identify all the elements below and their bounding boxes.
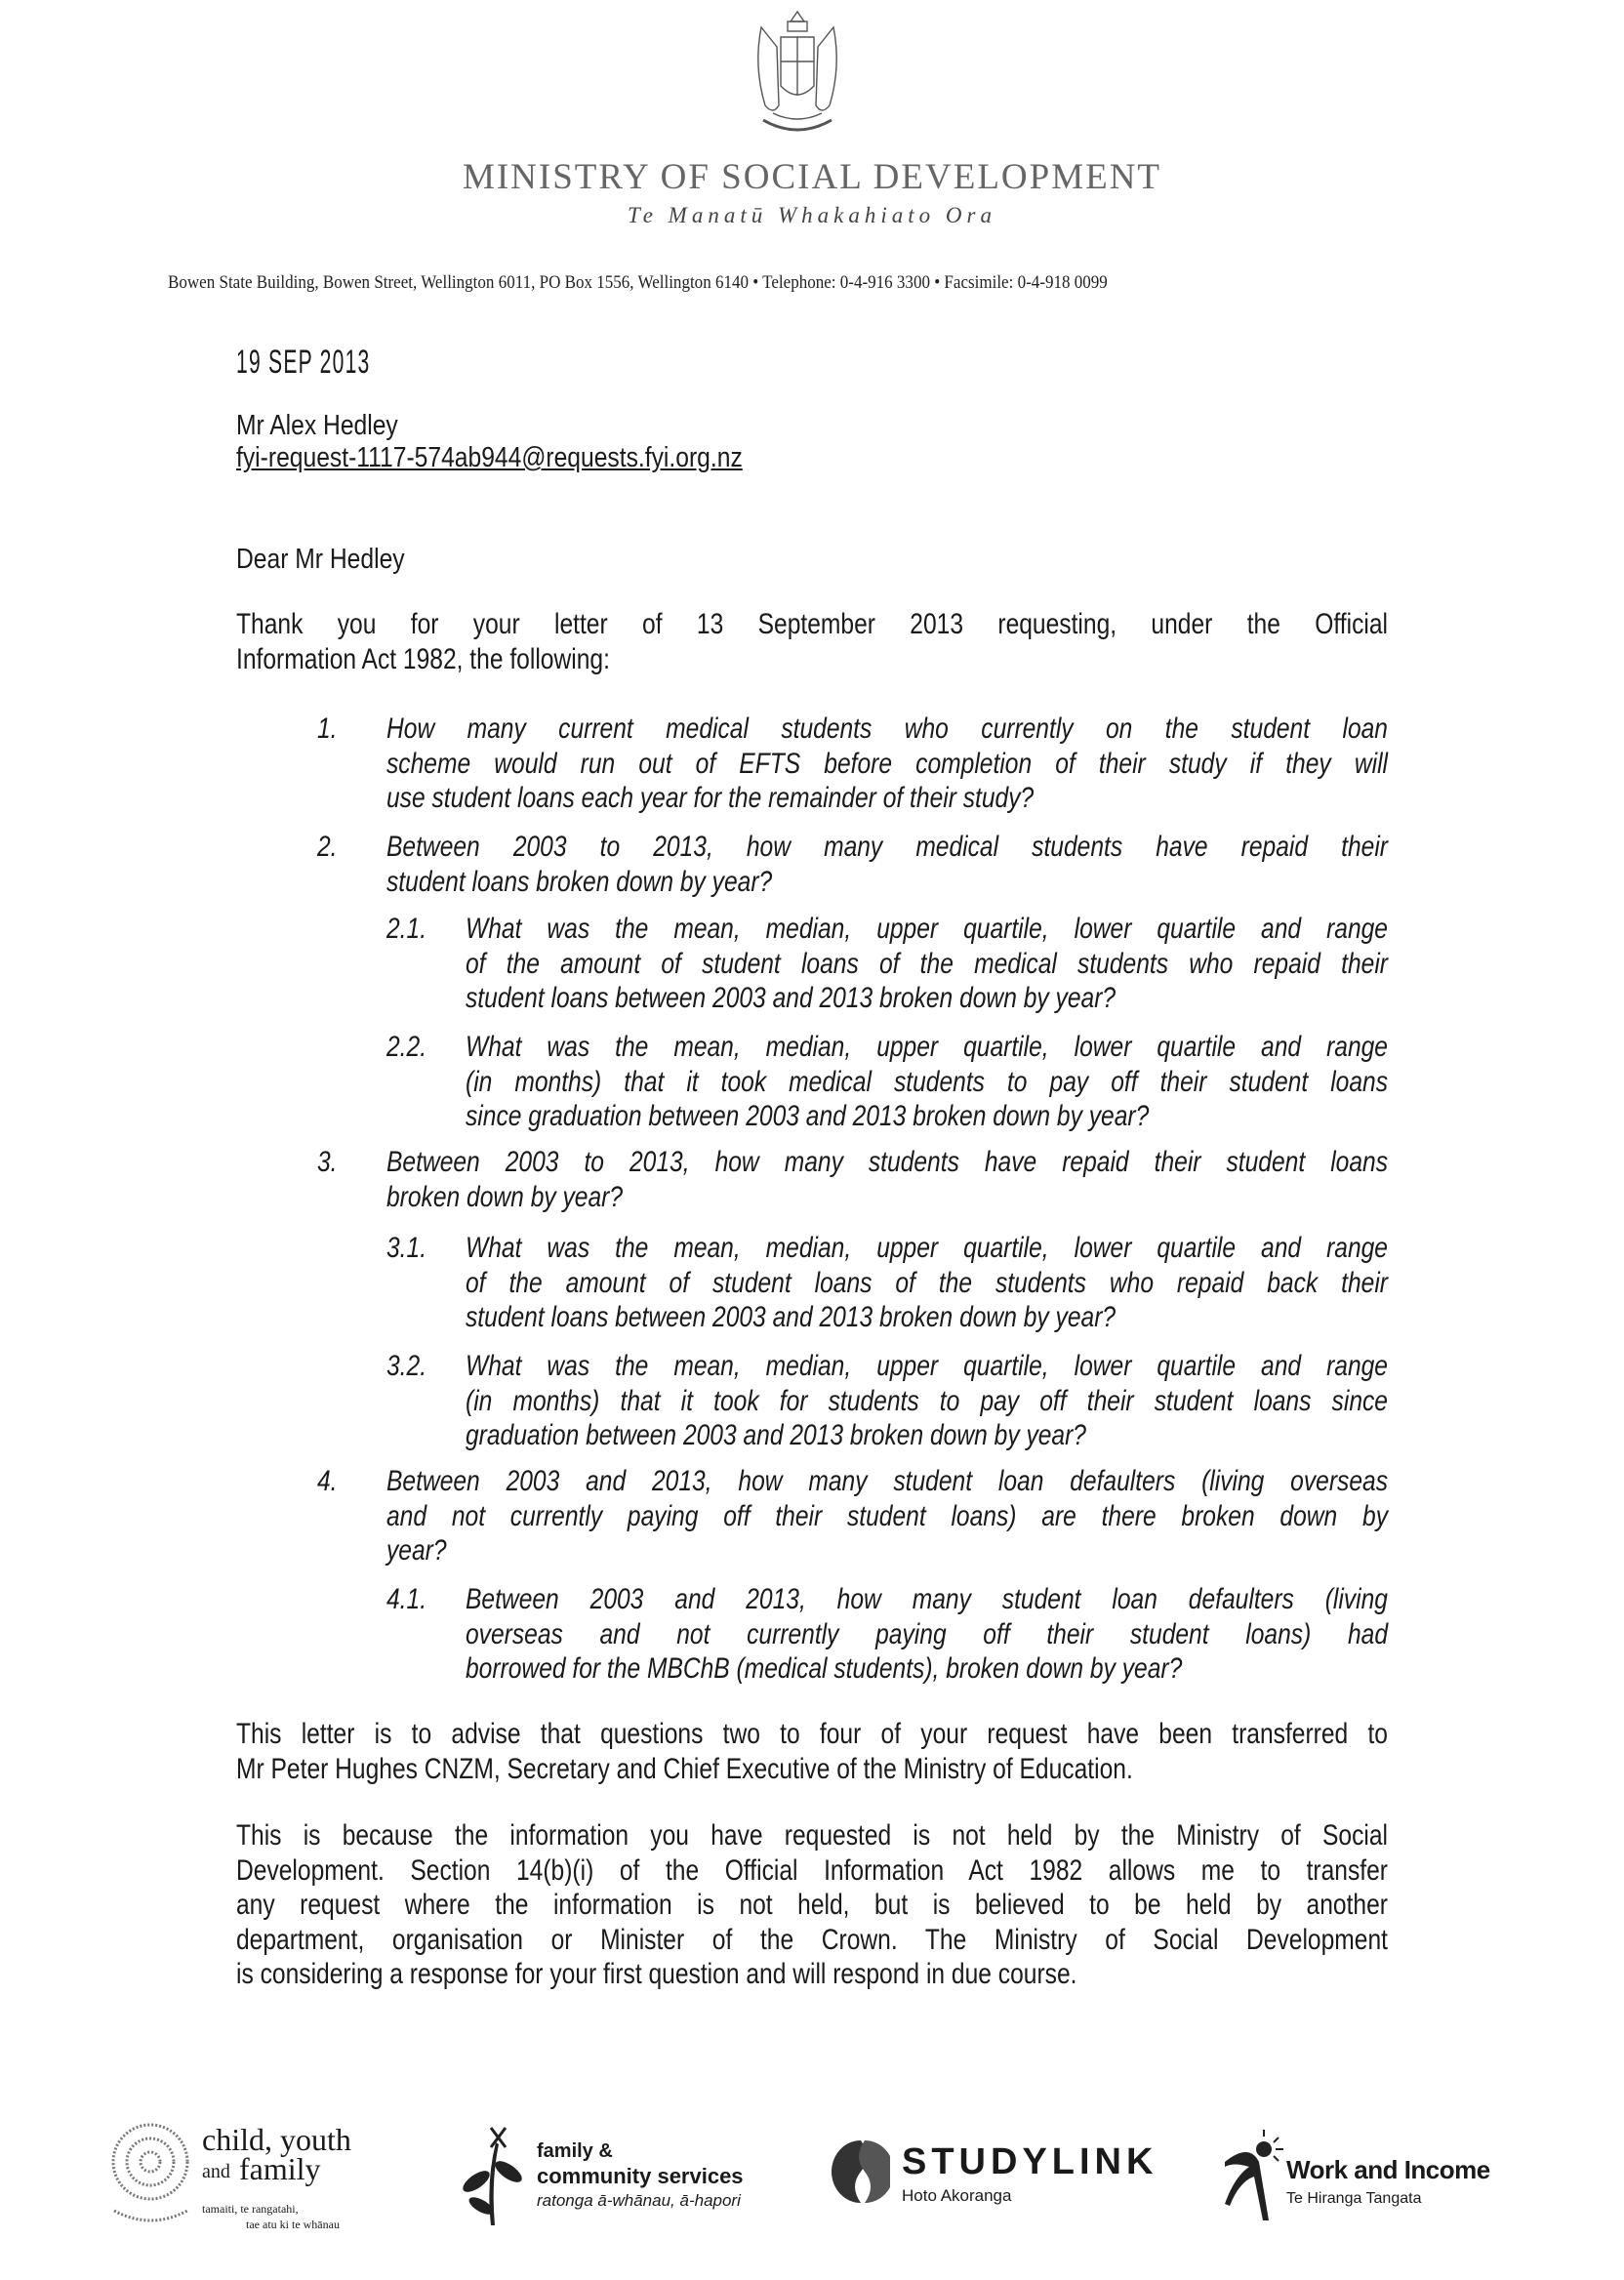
question-number: 4. — [317, 1465, 338, 1497]
wi-name: Work and Income — [1286, 2155, 1490, 2184]
question-text — [386, 1464, 1607, 1568]
text-line: Mr Peter Hughes CNZM, Secretary and Chief Executive of the Ministry of Education. — [236, 1752, 1133, 1785]
text-line: What was the mean, median, upper quartile, lower quartile and range — [466, 1350, 1388, 1382]
text-line: (in months) that it took medical students to pay off their student loans — [466, 1065, 1388, 1098]
text-line: What was the mean, median, upper quartile, lower quartile and range — [466, 1031, 1388, 1063]
question-text — [466, 1231, 1590, 1335]
question-number: 3.1. — [386, 1232, 427, 1264]
question-text — [466, 1030, 1590, 1134]
text-line: Between 2003 to 2013, how many students have repaid their student loans — [386, 1146, 1388, 1178]
text-line: since graduation between 2003 and 2013 broken down by year? — [466, 1100, 1150, 1132]
question-number: 2.1. — [386, 913, 427, 945]
question-text — [386, 1145, 1607, 1214]
text-line: What was the mean, median, upper quartile, lower quartile and range — [466, 913, 1388, 945]
question-number: 2.2. — [386, 1031, 427, 1063]
recipient-name: Mr Alex Hedley — [236, 410, 398, 441]
cyf-line1: child, youth — [202, 2122, 351, 2157]
text-line: broken down by year? — [386, 1180, 624, 1213]
intro-paragraph — [236, 607, 1624, 676]
text-line: of the amount of student loans of the medical students who repaid their — [466, 947, 1388, 980]
leaf-figure-icon — [452, 2123, 530, 2230]
text-line: department, organisation or Minister of the Crown. The Ministry of Social Development — [236, 1923, 1388, 1956]
text-line: Thank you for your letter of 13 September 2013 requesting, under the Official — [236, 608, 1388, 640]
text-line: This is because the information you have requested is not held by the Ministry of Social — [236, 1819, 1388, 1852]
fcs-tag: ratonga ā-whānau, ā-hapori — [537, 2191, 741, 2210]
text-line: Between 2003 and 2013, how many student loan defaulters (living overseas — [386, 1465, 1388, 1497]
text-line: student loans between 2003 and 2013 broken down by year? — [466, 1301, 1116, 1333]
studylink-name: STUDYLINK — [902, 2141, 1158, 2182]
question-text — [466, 912, 1590, 1016]
transfer-paragraph — [236, 1717, 1624, 1786]
work-and-income-logo — [1220, 2128, 1532, 2235]
fcs-line1: family & — [537, 2140, 613, 2162]
text-line: (in months) that it took for students to pay off their student loans since — [466, 1384, 1388, 1417]
spiral-icon — [109, 2118, 197, 2225]
question-text — [466, 1582, 1590, 1687]
ministry-maori-name: Te Manatū Whakahiato Ora — [628, 203, 996, 227]
text-line: of the amount of student loans of the students who repaid back their — [466, 1266, 1388, 1299]
reason-paragraph — [236, 1818, 1624, 1992]
text-line: How many current medical students who currently on the student loan — [386, 712, 1388, 745]
text-line: student loans broken down by year? — [386, 865, 773, 898]
ministry-name: MINISTRY OF SOCIAL DEVELOPMENT — [462, 157, 1162, 197]
salutation: Dear Mr Hedley — [236, 544, 405, 575]
cyf-line2a: and — [202, 2161, 230, 2182]
text-line: This letter is to advise that questions two to four of your request have been transferred to — [236, 1718, 1388, 1750]
question-number: 3. — [317, 1146, 338, 1178]
question-text — [386, 712, 1607, 816]
text-line: Development. Section 14(b)(i) of the Official Information Act 1982 allows me to transfer — [236, 1853, 1388, 1887]
family-community-services-logo — [452, 2123, 764, 2240]
cyf-line2b: family — [239, 2151, 321, 2186]
text-line: graduation between 2003 and 2013 broken down by year? — [466, 1419, 1086, 1451]
recipient-email-link[interactable]: fyi-request-1117-574ab944@requests.fyi.org.nz — [236, 442, 743, 473]
studylink-logo — [832, 2138, 1183, 2225]
date-stamp: 19 SEP 2013 — [236, 344, 371, 381]
text-line: student loans between 2003 and 2013 broken down by year? — [466, 982, 1116, 1014]
coat-of-arms-crest-icon — [744, 8, 851, 142]
text-line: Between 2003 to 2013, how many medical students have repaid their — [386, 831, 1388, 863]
text-line: Information Act 1982, the following: — [236, 642, 610, 675]
cyf-tag1: tamaiti, te rangatahi, — [202, 2202, 299, 2216]
text-line: Between 2003 and 2013, how many student loan defaulters (living — [466, 1583, 1388, 1615]
text-line: any request where the information is not held, but is believed to be held by another — [236, 1889, 1388, 1921]
text-line: borrowed for the MBChB (medical students), broken down by year? — [466, 1652, 1183, 1685]
child-youth-family-logo — [109, 2108, 383, 2255]
question-number: 3.2. — [386, 1350, 427, 1382]
ministry-address: Bowen State Building, Bowen Street, Wellington 6011, PO Box 1556, Wellington 6140 • Telephone: 0-4-916 3300 • Facsimile: 0-4-918 0099 — [168, 273, 1108, 293]
cyf-tag2: tae atu ki te whānau — [246, 2218, 340, 2231]
text-line: year? — [386, 1534, 447, 1567]
wi-tag: Te Hiranga Tangata — [1286, 2190, 1422, 2207]
figure-sun-icon — [1220, 2128, 1288, 2225]
question-text — [466, 1349, 1590, 1453]
question-number: 1. — [317, 712, 338, 745]
text-line: scheme would run out of EFTS before completion of their study if they will — [386, 747, 1388, 780]
text-line: use student loans each year for the remainder of their study? — [386, 782, 1035, 814]
text-line: overseas and not currently paying off their student loans) had — [466, 1617, 1388, 1650]
question-number: 2. — [317, 831, 338, 863]
studylink-tag: Hoto Akoranga — [902, 2186, 1012, 2205]
question-text — [386, 830, 1607, 899]
text-line: and not currently paying off their student loans) are there broken down by — [386, 1499, 1388, 1532]
text-line: is considering a response for your first question and will respond in due course. — [236, 1958, 1077, 1990]
text-line: What was the mean, median, upper quartile, lower quartile and range — [466, 1232, 1388, 1264]
studylink-s-icon — [832, 2138, 890, 2206]
fcs-line2: community services — [537, 2164, 744, 2188]
question-number: 4.1. — [386, 1583, 427, 1615]
